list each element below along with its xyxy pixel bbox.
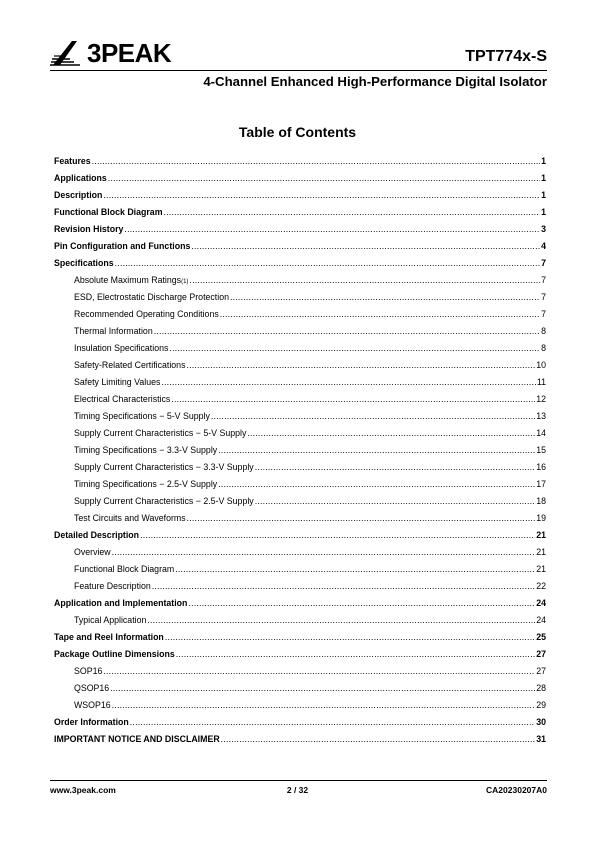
toc-leader-dots [186, 357, 535, 374]
toc-entry-page-number: 1 [541, 173, 546, 183]
toc-leader-dots [220, 306, 540, 323]
company-logo [50, 37, 190, 67]
toc-entry-page-number: 31 [536, 734, 546, 744]
toc-section-link[interactable] [54, 204, 546, 221]
toc-leader-dots [169, 340, 540, 357]
toc-entry-page-number: 30 [536, 717, 546, 727]
toc-subsection-link[interactable]: Absolute Maximum Ratings (1) ..... 7 [54, 272, 546, 289]
toc-entry-label: Absolute Maximum Ratings [74, 275, 182, 285]
toc-leader-dots [218, 442, 535, 459]
toc-leader-dots [221, 731, 536, 748]
toc-section-link[interactable] [54, 731, 546, 748]
toc-entry-page-number: 4 [541, 241, 546, 251]
toc-entry-label: Insulation Specifications [74, 343, 169, 353]
toc-subsection-link[interactable] [54, 340, 546, 357]
toc-subsection-link[interactable] [54, 425, 546, 442]
toc-subsection-link[interactable] [54, 561, 546, 578]
logo-wordmark: 3PEAK [87, 38, 172, 68]
toc-leader-dots [230, 289, 540, 306]
footer-document-code: CA20230207A0 [486, 785, 547, 795]
toc-entry-page-number: 21 [536, 564, 546, 574]
toc-entry-page-number: 27 [536, 649, 546, 659]
toc-subsection-link[interactable] [54, 510, 546, 527]
toc-entry-page-number: 16 [536, 462, 546, 472]
toc-entry-label: Typical Application [74, 615, 147, 625]
toc-entry-label: Pin Configuration and Functions [54, 241, 191, 251]
toc-section-link[interactable] [54, 221, 546, 238]
toc-entry-page-number: 21 [536, 547, 546, 557]
toc-leader-dots [175, 561, 535, 578]
toc-subsection-link[interactable] [54, 391, 546, 408]
toc-section-link[interactable] [54, 527, 546, 544]
toc-leader-dots [164, 204, 541, 221]
toc-entry-label: Safety-Related Certifications [74, 360, 186, 370]
toc-entry-label: Overview [74, 547, 111, 557]
toc-title: Table of Contents [238, 124, 357, 140]
toc-section-link[interactable] [54, 595, 546, 612]
toc-entry-page-number: 8 [541, 343, 546, 353]
part-number: TPT774x-S [465, 48, 547, 65]
toc-leader-dots [247, 425, 535, 442]
toc-leader-dots [112, 697, 536, 714]
toc-entry-label: Revision History [54, 224, 124, 234]
table-of-contents [54, 153, 546, 748]
toc-entry-page-number: 18 [536, 496, 546, 506]
toc-entry-page-number: 21 [536, 530, 546, 540]
toc-section-link[interactable] [54, 714, 546, 731]
toc-leader-dots [140, 527, 535, 544]
toc-section-link[interactable] [54, 255, 546, 272]
footer-website-link[interactable]: www.3peak.com [50, 785, 116, 795]
header-divider [50, 70, 547, 71]
toc-leader-dots [211, 408, 535, 425]
toc-leader-dots [187, 510, 536, 527]
toc-entry-label: Feature Description [74, 581, 151, 591]
footer-divider [50, 780, 547, 781]
toc-entry-label: Detailed Description [54, 530, 140, 540]
toc-entry-label: Test Circuits and Waveforms [74, 513, 186, 523]
toc-entry-page-number: 22 [536, 581, 546, 591]
toc-leader-dots [110, 680, 535, 697]
toc-leader-dots [218, 476, 535, 493]
toc-entry-page-number: 27 [536, 666, 546, 676]
toc-entry-page-number: 14 [536, 428, 546, 438]
toc-entry-page-number: 28 [536, 683, 546, 693]
toc-entry-page-number: 15 [536, 445, 546, 455]
toc-entry-label: Recommended Operating Conditions [74, 309, 219, 319]
toc-entry-page-number: 13 [536, 411, 546, 421]
toc-entry-page-number: 24 [536, 615, 546, 625]
toc-subsection-link[interactable] [54, 408, 546, 425]
3peak-mountain-logo-icon [50, 37, 88, 67]
page-header [0, 0, 595, 95]
toc-entry-label: Supply Current Characteristics − 2.5-V Supply [74, 496, 254, 506]
toc-leader-dots [103, 663, 535, 680]
toc-entry-label: Tape and Reel Information [54, 632, 164, 642]
toc-subsection-link[interactable] [54, 289, 546, 306]
toc-entry-page-number: 7 [541, 275, 546, 285]
toc-leader-dots [171, 391, 535, 408]
toc-section-link[interactable] [54, 153, 546, 170]
toc-entry-page-number: 29 [536, 700, 546, 710]
toc-subsection-link[interactable] [54, 374, 546, 391]
toc-entry-label: Applications [54, 173, 107, 183]
toc-entry-label: Timing Specifications − 2.5-V Supply [74, 479, 218, 489]
toc-leader-dots [112, 544, 536, 561]
toc-leader-dots [115, 255, 540, 272]
toc-entry-label: Supply Current Characteristics − 3.3-V Supply [74, 462, 254, 472]
toc-subsection-link[interactable] [54, 493, 546, 510]
toc-subsection-link[interactable] [54, 323, 546, 340]
toc-leader-dots [165, 629, 535, 646]
toc-section-link[interactable] [54, 646, 546, 663]
toc-entry-label: ESD, Electrostatic Discharge Protection [74, 292, 229, 302]
toc-entry-label: WSOP16 [74, 700, 111, 710]
toc-leader-dots [191, 238, 540, 255]
toc-subsection-link[interactable] [54, 697, 546, 714]
toc-entry-page-number: 11 [536, 377, 546, 387]
toc-entry-label: SOP16 [74, 666, 103, 676]
toc-entry-page-number: 25 [536, 632, 546, 642]
toc-leader-dots [124, 221, 540, 238]
toc-entry-page-number: 12 [536, 394, 546, 404]
toc-leader-dots [255, 459, 536, 476]
toc-entry-page-number: 7 [541, 309, 546, 319]
toc-section-link[interactable] [54, 170, 546, 187]
toc-entry-label: Electrical Characteristics [74, 394, 171, 404]
toc-leader-dots [161, 374, 535, 391]
toc-section-link[interactable] [54, 187, 546, 204]
toc-entry-page-number: 3 [541, 224, 546, 234]
toc-leader-dots [147, 612, 535, 629]
toc-entry-page-number: 17 [536, 479, 546, 489]
document-subtitle: 4-Channel Enhanced High-Performance Digital Isolator [203, 74, 547, 89]
toc-leader-dots [108, 170, 540, 187]
toc-entry-page-number: 24 [536, 598, 546, 608]
toc-entry-page-number: 1 [541, 156, 546, 166]
toc-section-link[interactable] [54, 629, 546, 646]
toc-leader-dots [188, 595, 535, 612]
toc-subsection-link[interactable] [54, 476, 546, 493]
toc-section-link[interactable] [54, 238, 546, 255]
toc-entry-label: Timing Specifications − 3.3-V Supply [74, 445, 218, 455]
toc-subsection-link[interactable] [54, 663, 546, 680]
toc-entry-label: Functional Block Diagram [54, 207, 163, 217]
toc-entry-label: Description [54, 190, 103, 200]
toc-leader-dots [130, 714, 535, 731]
toc-entry-label: Order Information [54, 717, 129, 727]
toc-subsection-link[interactable] [54, 544, 546, 561]
toc-entry-label: Safety Limiting Values [74, 377, 161, 387]
footer-page-indicator: 2 / 32 [286, 785, 309, 795]
toc-entry-label: Functional Block Diagram [74, 564, 175, 574]
toc-entry-label: QSOP16 [74, 683, 110, 693]
toc-subsection-link[interactable] [54, 459, 546, 476]
toc-entry-label: Supply Current Characteristics − 5-V Supply [74, 428, 247, 438]
toc-leader-dots [152, 578, 535, 595]
toc-entry-label: Features [54, 156, 91, 166]
toc-subsection-link[interactable] [54, 442, 546, 459]
toc-entry-page-number: 19 [536, 513, 546, 523]
toc-entry-page-number: 7 [541, 258, 546, 268]
toc-subsection-link[interactable] [54, 612, 546, 629]
toc-entry-page-number: 8 [541, 326, 546, 336]
toc-entry-page-number: 10 [536, 360, 546, 370]
toc-subsection-link[interactable] [54, 680, 546, 697]
toc-leader-dots [255, 493, 536, 510]
toc-entry-page-number: 1 [541, 207, 546, 217]
toc-entry-label: Package Outline Dimensions [54, 649, 175, 659]
toc-subsection-link[interactable] [54, 578, 546, 595]
toc-entry-label: Thermal Information [74, 326, 153, 336]
toc-leader-dots [154, 323, 540, 340]
toc-leader-dots [176, 646, 535, 663]
toc-subsection-link[interactable] [54, 357, 546, 374]
toc-subsection-link[interactable] [54, 306, 546, 323]
toc-entry-label: Application and Implementation [54, 598, 188, 608]
toc-entry-page-number: 1 [541, 190, 546, 200]
toc-entry-label: Specifications [54, 258, 114, 268]
toc-entry-label: IMPORTANT NOTICE AND DISCLAIMER [54, 734, 220, 744]
toc-entry-page-number: 7 [541, 292, 546, 302]
toc-entry-label: Timing Specifications − 5-V Supply [74, 411, 210, 421]
toc-leader-dots [92, 153, 540, 170]
toc-leader-dots [103, 187, 540, 204]
toc-leader-dots [189, 272, 540, 289]
